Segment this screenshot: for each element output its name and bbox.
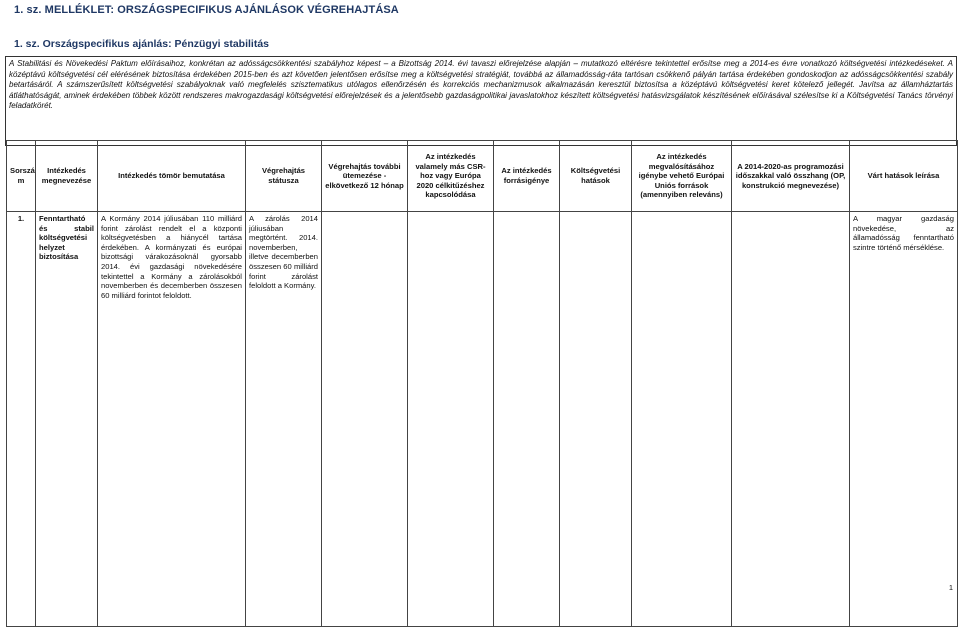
section-heading: 1. sz. Országspecifikus ajánlás: Pénzügyi stabilitás (14, 38, 270, 50)
cell-status: A zárolás 2014 júliusában megtörtént. 2014. novemberben, illetve decemberben összesen 60 milliárd forint zárolást feloldott a Kormány. (246, 212, 322, 627)
cell-schedule (322, 212, 408, 627)
col-header-funding: Az intézkedés forrásigénye (494, 141, 560, 212)
cell-eu-funds (632, 212, 732, 627)
title-rest: ELLÉKLET: ORSZÁGSPECIFIKUS AJÁNLÁSOK VÉGREHAJTÁSA (53, 4, 399, 16)
col-header-measure-name: Intézkedés megnevezése (36, 141, 98, 212)
cell-programming (732, 212, 850, 627)
col-header-number: Sorszá m (7, 141, 36, 212)
title-number: 1. sz. M (14, 4, 54, 16)
page-number: 1 (948, 583, 953, 592)
col-header-programming: A 2014-2020-as programozási időszakkal való összhang (OP, konstrukció megnevezése) (732, 141, 850, 212)
cell-expected-effects: A magyar gazdaság növekedése, az államadósság fenntartható szintre történő mérséklése. (850, 212, 958, 627)
col-header-eu-funds: Az intézkedés megvalósításához igénybe vehető Európai Uniós források (amennyiben releváns) (632, 141, 732, 212)
col-header-status: Végrehajtás státusza (246, 141, 322, 212)
col-header-expected-effects: Várt hatások leírása (850, 141, 958, 212)
cell-description: A Kormány 2014 júliusában 110 milliárd forint zárolást rendelt el a központi költségvetésben a hiánycél tartása érdekében. A kormányzati és európai bizottsági várakozásoknál gyorsabb 2014. évi gazdasági növekedésére tekintettel a Kormány a zárolásokból novemberben és decemberben összesen 60 milliárd forintot feloldott. (98, 212, 246, 627)
cell-number: 1. (7, 212, 36, 627)
cell-measure-name: Fenntartható és stabil költségvetési helyzet biztosítása (36, 212, 98, 627)
cell-budget-effects (560, 212, 632, 627)
col-header-schedule: Végrehajtás további ütemezése - elkövetkező 12 hónap (322, 141, 408, 212)
recommendation-text: A Stabilitási és Növekedési Paktum előírásaihoz, konkrétan az adósságcsökkentési szabályhoz képest – a Bizottság 2014. évi tavaszi előrejelzése alapján – mutatkozó eltérésre tekintettel erősítse meg a 2014-es évre vonatkozó költségvetési intézkedéseket. A középtávú költségvetési cél elérésének biztosítása érdekében 2015-ben és azt követően jelentősen erősítse meg a költségvetési stratégiát, továbbá az államadósság-ráta tartósan csökkenő pályán tartása érdekében gondoskodjon az adósságcsökkentési szabály betartásáról. A számszerűsített költségvetési szabályoknak való megfelelés szisztematikus utólagos ellenőrzésén és korrekciós mechanizmusok alkalmazásán keresztül biztosítsa a középtávú költségvetési keret kötelező jellegét. Javítsa az államháztartás átláthatóságát, aminek érdekében többek között rendszeres makrogazdasági költségvetési előrejelzések és a jelentősebb gazdaságpolitikai javaslatokhoz készített költségvetési hatásvizsgálatok készítésének előírásával szélesítse ki a Költségvetési Tanács törvényi feladatkörét. (5, 56, 957, 146)
cell-csr-link (408, 212, 494, 627)
table-header-row (7, 141, 958, 212)
table-row (7, 212, 958, 627)
col-header-budget-effects: Költségvetési hatások (560, 141, 632, 212)
col-header-description: Intézkedés tömör bemutatása (98, 141, 246, 212)
cell-funding (494, 212, 560, 627)
page-title (14, 4, 399, 16)
col-header-csr-link: Az intézkedés valamely más CSR-hoz vagy Európa 2020 célkitűzéshez kapcsolódása (408, 141, 494, 212)
measures-table (6, 140, 958, 627)
